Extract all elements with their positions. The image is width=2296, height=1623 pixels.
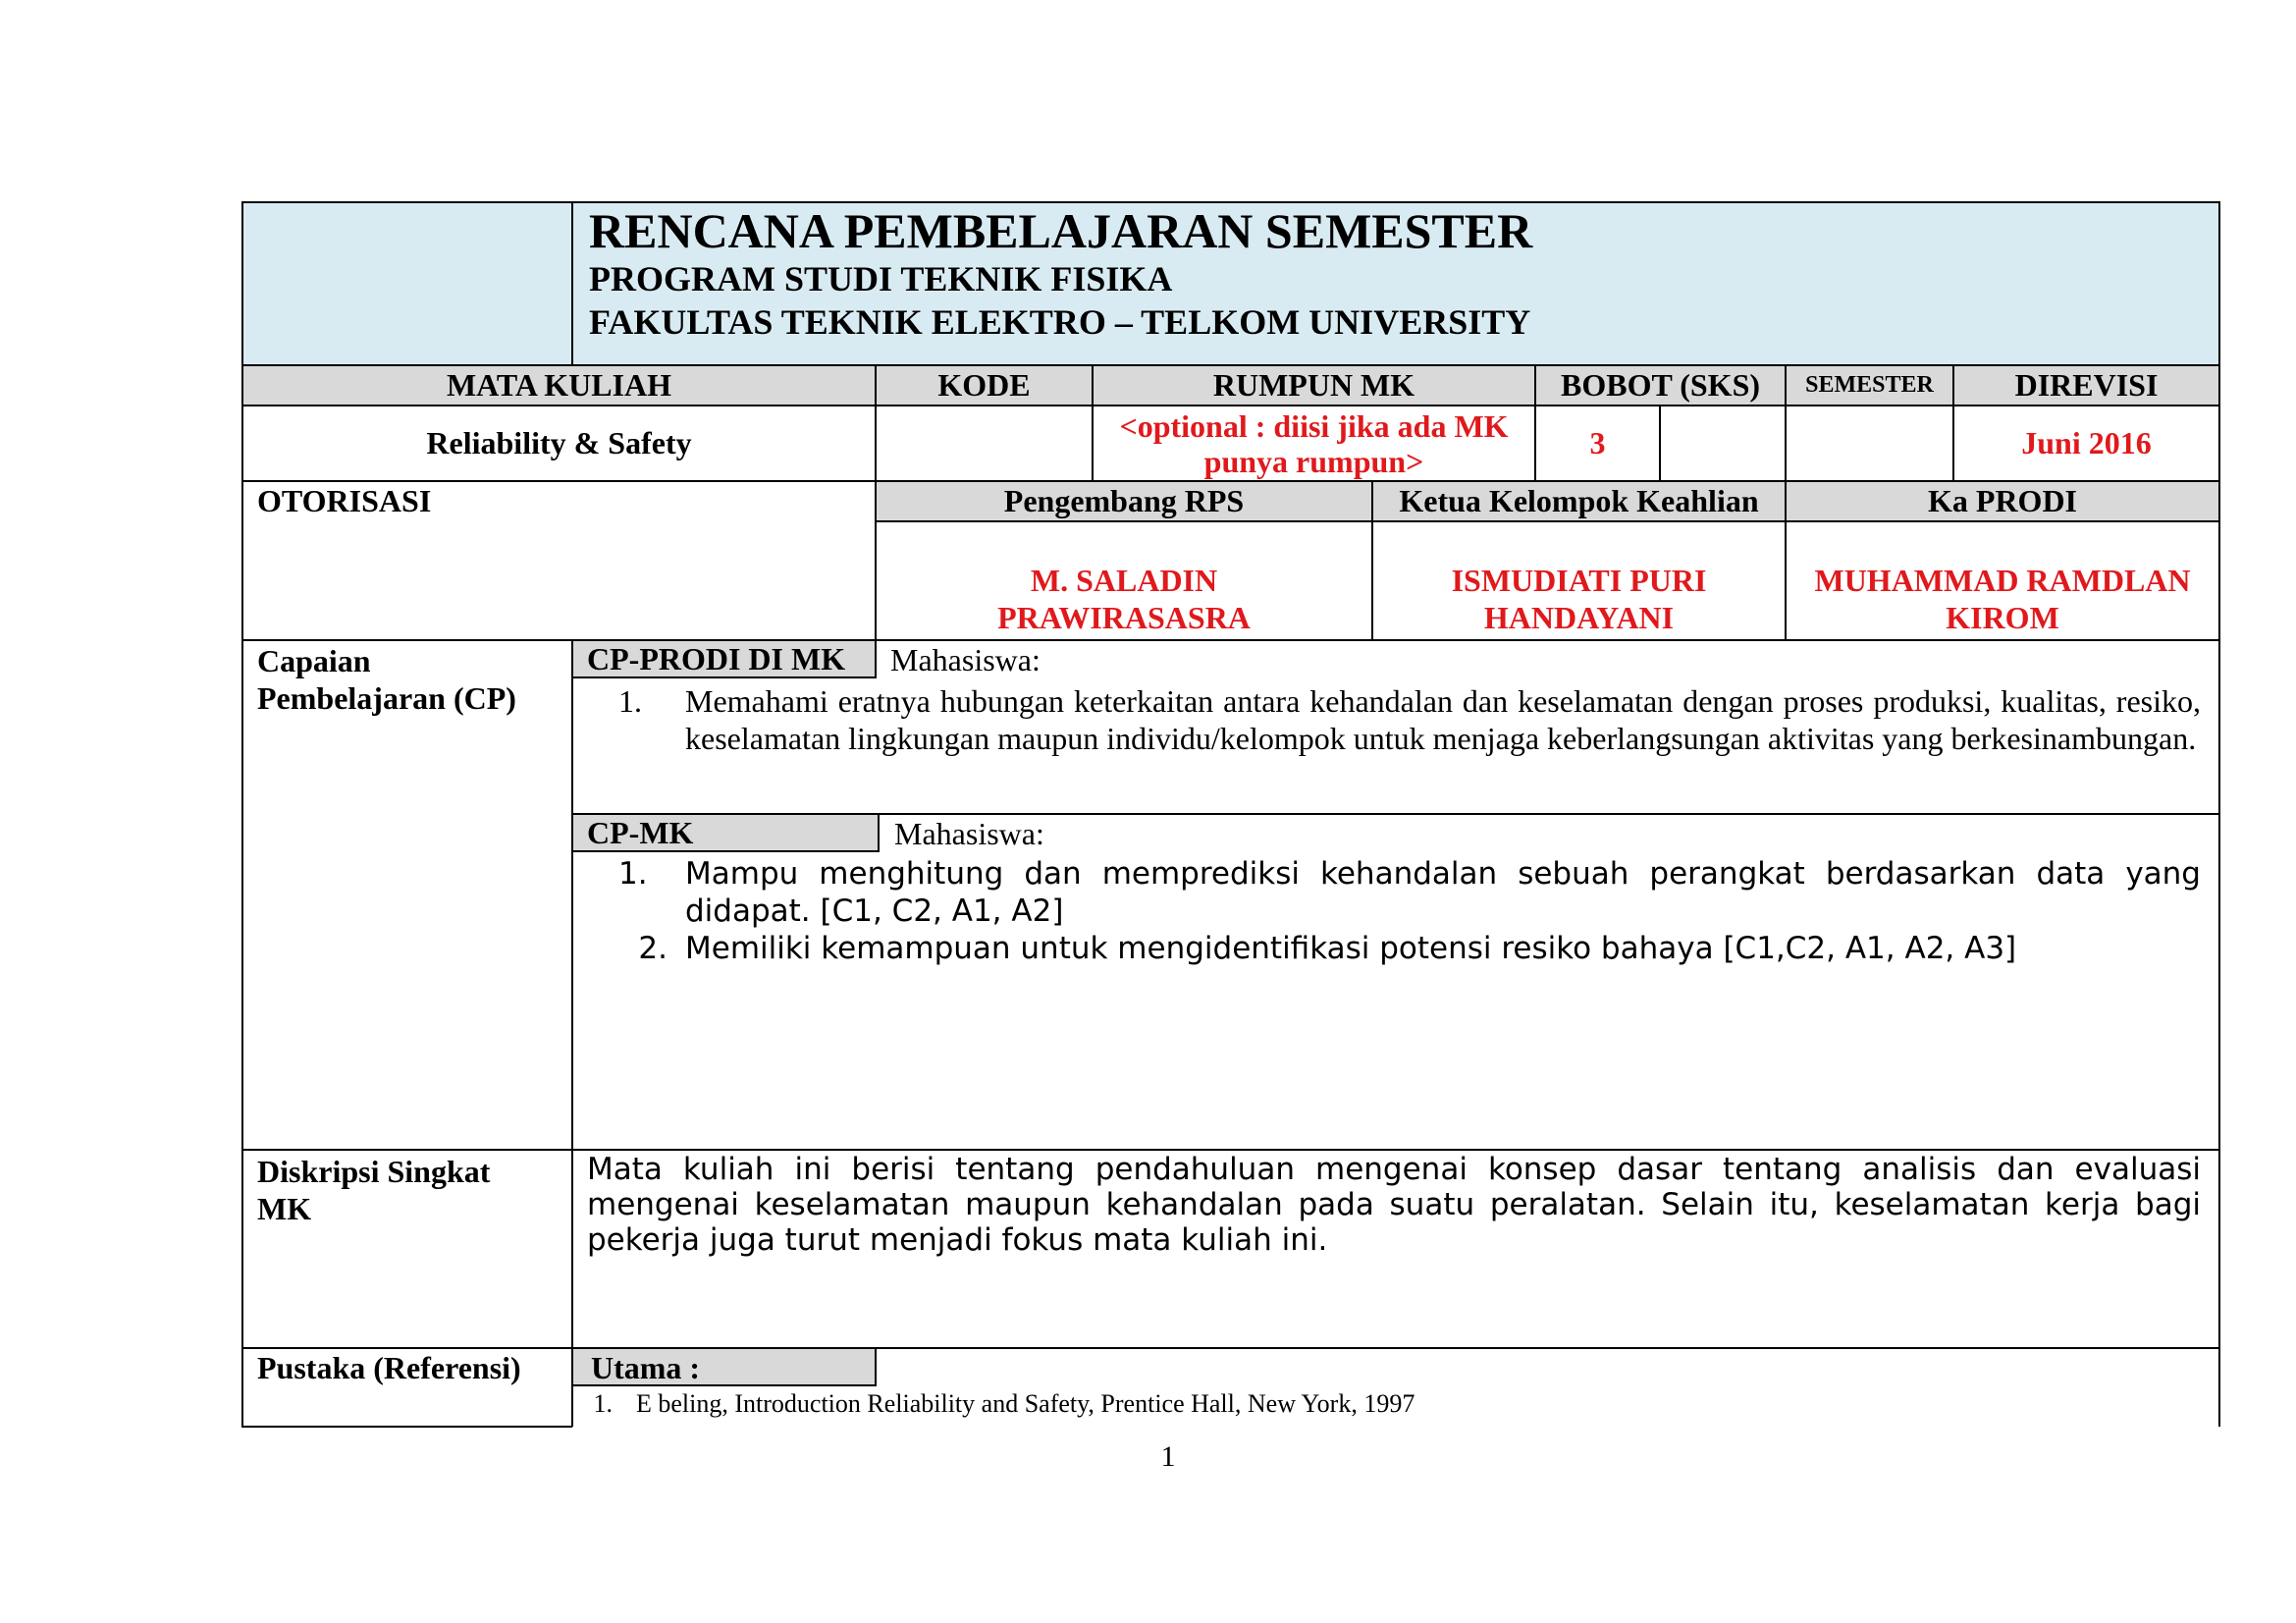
value-direvisi: Juni 2016 (2021, 425, 2152, 460)
header-semester: SEMESTER (1805, 372, 1934, 398)
value-kode (877, 406, 1092, 480)
cp-mk-item (618, 855, 2201, 930)
header-mata-kuliah: MATA KULIAH (446, 367, 672, 403)
list-number: 1. (618, 856, 648, 892)
pustaka-label: Pustaka (Referensi) (257, 1350, 521, 1385)
header-direvisi: DIREVISI (2014, 367, 2159, 403)
name-kaprodi: MUHAMMAD RAMDLAN KIROM (1814, 563, 2191, 635)
cp-prodi-item (618, 682, 2201, 757)
role-ketua-kk: Ketua Kelompok Keahlian (1399, 483, 1759, 518)
page-number: 1 (1160, 1440, 1176, 1473)
pustaka-item (569, 1388, 2140, 1420)
name-ketua-kk: ISMUDIATI PURI HANDAYANI (1451, 563, 1707, 635)
program-name: PROGRAM STUDI TEKNIK FISIKA (589, 259, 1173, 298)
role-pengembang: Pengembang RPS (1003, 483, 1245, 518)
value-mata-kuliah: Reliability & Safety (426, 425, 692, 460)
cp-prodi-intro: Mahasiswa: (890, 642, 1041, 677)
cp-mk-item-text: Mampu menghitung dan memprediksi kehandalan sebuah perangkat berdasarkan data yang didapat. [C1, C2, A1, A2] (685, 856, 2201, 929)
pustaka-item-text: E beling, Introduction Reliability and Safety, Prentice Hall, New York, 1997 (636, 1389, 1415, 1418)
value-rumpun-mk: <optional : diisi jika ada MK punya rumpun> (1119, 407, 1509, 479)
role-kaprodi: Ka PRODI (1928, 483, 2077, 518)
value-bobot-extra (1661, 406, 1785, 480)
cp-mk-tag: CP-MK (587, 815, 694, 850)
cp-mk-intro: Mahasiswa: (894, 816, 1044, 851)
pustaka-tag: Utama : (591, 1350, 701, 1385)
capaian-label: Capaian Pembelajaran (CP) (257, 643, 516, 716)
cp-mk-item-text: Memiliki kemampuan untuk mengidentifikasi potensi resiko bahaya [C1,C2, A1, A2, A3] (685, 931, 2017, 966)
list-number: 2. (638, 931, 667, 966)
header-bobot: BOBOT (SKS) (1560, 367, 1761, 403)
list-number: 1. (593, 1389, 613, 1418)
otorisasi-label: OTORISASI (257, 483, 432, 518)
document-title: RENCANA PEMBELAJARAN SEMESTER (589, 203, 1533, 258)
deskripsi-label: Diskripsi Singkat MK (257, 1154, 491, 1226)
header-kode: KODE (937, 367, 1031, 403)
faculty-name: FAKULTAS TEKNIK ELEKTRO – TELKOM UNIVERSITY (589, 302, 1531, 342)
header-rumpun-mk: RUMPUN MK (1212, 367, 1415, 403)
cp-mk-item (618, 930, 2201, 967)
value-bobot: 3 (1589, 425, 1606, 460)
name-pengembang: M. SALADIN PRAWIRASASRA (997, 563, 1251, 635)
value-semester (1787, 406, 1952, 480)
deskripsi-text: Mata kuliah ini berisi tentang pendahuluan mengenai konsep dasar tentang analisis dan evaluasi mengenai keselamatan maupun kehandalan pada suatu peralatan. Selain itu, keselamatan kerja bagi pekerja juga turut menjadi fokus mata kuliah ini. (587, 1152, 2201, 1258)
cp-prodi-item-text: Memahami eratnya hubungan keterkaitan antara kehandalan dan keselamatan dengan proses produksi, kualitas, resiko, keselamatan lingkungan maupun individu/kelompok untuk menjaga keberlangsungan aktivitas yang berkesinambungan. (685, 683, 2201, 756)
cp-prodi-tag: CP-PRODI DI MK (587, 641, 846, 676)
list-number: 1. (618, 683, 642, 719)
